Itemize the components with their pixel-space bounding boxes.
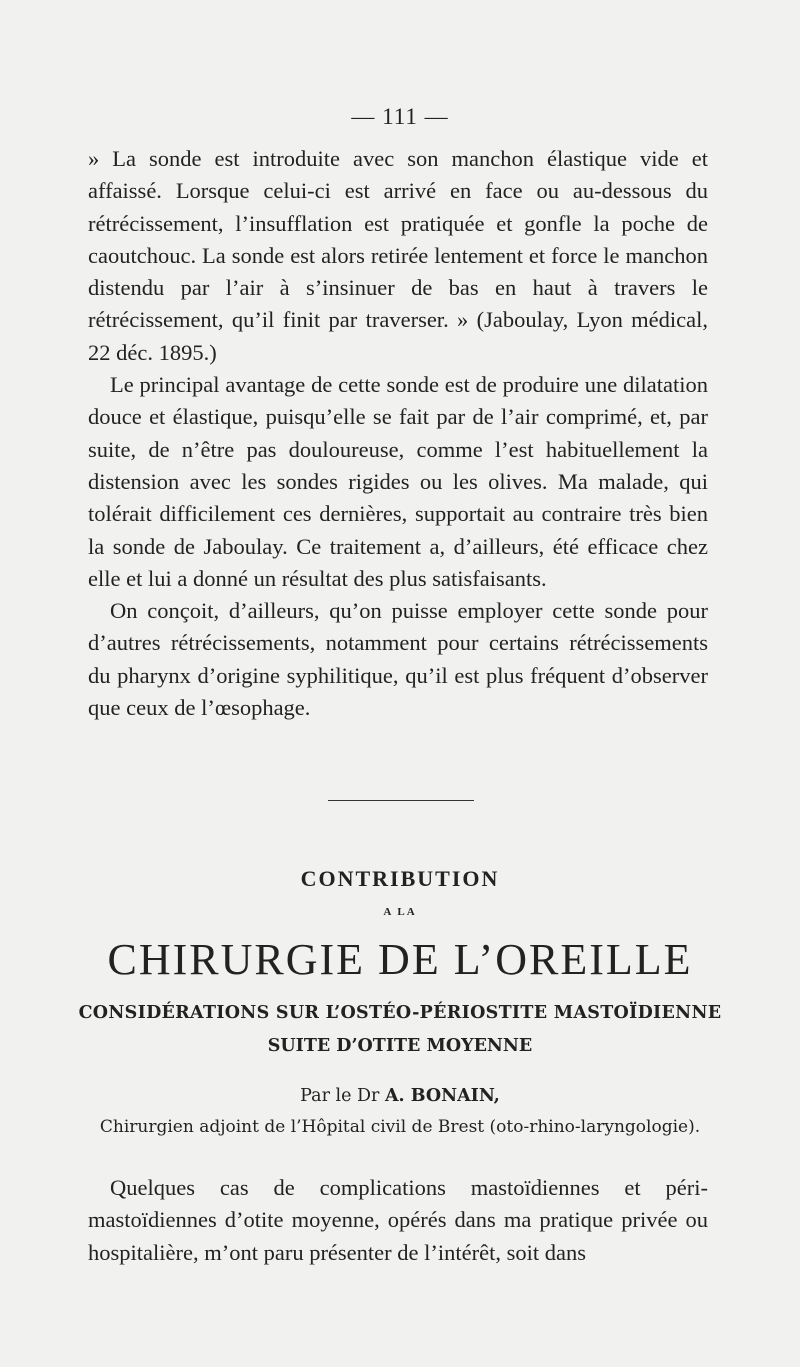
paragraph-intro: Quelques cas de complications mastoïdiennes et péri-mastoïdiennes d’otite moyenne, opérés dans ma pratique privée ou hospitalière, m’ont paru présenter de l’intérêt, soit dans bbox=[88, 1175, 708, 1265]
section-divider bbox=[328, 800, 474, 801]
author-name: A. BONAIN, bbox=[384, 1086, 500, 1106]
author-byline bbox=[0, 1086, 800, 1106]
article-title-line1: CONTRIBUTION bbox=[300, 866, 500, 891]
page-number: — 111 — bbox=[351, 104, 449, 129]
article-subtitle-line2: SUITE D’OTITE MOYENNE bbox=[267, 1036, 533, 1056]
paragraph-other-uses: On conçoit, d’ailleurs, qu’on puisse employer cette sonde pour d’autres rétrécissements, notamment pour certains rétrécissements du pharynx d’origine syphilitique, qu’il est plus fréquent d’observer que ceux de l’œsophage. bbox=[88, 598, 708, 721]
article-title-main: CHIRURGIE DE L’OREILLE bbox=[107, 935, 693, 984]
author-affiliation: Chirurgien adjoint de l’Hôpital civil de Brest (oto-rhino-laryngologie). bbox=[99, 1117, 701, 1137]
body-text-top bbox=[88, 143, 708, 724]
article-title-line2: A LA bbox=[383, 906, 417, 918]
article-subtitle-line1: CONSIDÉRATIONS SUR L’OSTÉO-PÉRIOSTITE MASTOÏDIENNE bbox=[78, 1003, 722, 1023]
body-text-bottom bbox=[88, 1172, 708, 1269]
paragraph-quote: » La sonde est introduite avec son manchon élastique vide et affaissé. Lorsque celui-ci est arrivé en face ou au-dessous du rétrécissement, l’insufflation est pratiquée et gonfle la poche de caoutchouc. La sonde est alors retirée lentement et force le manchon distendu par l’air à s’insinuer de bas en haut à travers le rétrécissement, qu’il finit par traverser. » (Jaboulay, Lyon médical, 22 déc. 1895.) bbox=[88, 146, 708, 365]
byline-prefix: Par le Dr bbox=[300, 1086, 380, 1106]
paragraph-advantage: Le principal avantage de cette sonde est de produire une dilatation douce et élastique, puisqu’elle se fait par de l’air comprimé, et, par suite, de n’être pas douloureuse, comme l’est habituellement la distension avec les sondes rigides ou les olives. Ma malade, qui tolérait difficilement ces dernières, supportait au contraire très bien la sonde de Jaboulay. Ce traitement a, d’ailleurs, été efficace chez elle et lui a donné un résultat des plus satisfaisants. bbox=[88, 372, 708, 591]
